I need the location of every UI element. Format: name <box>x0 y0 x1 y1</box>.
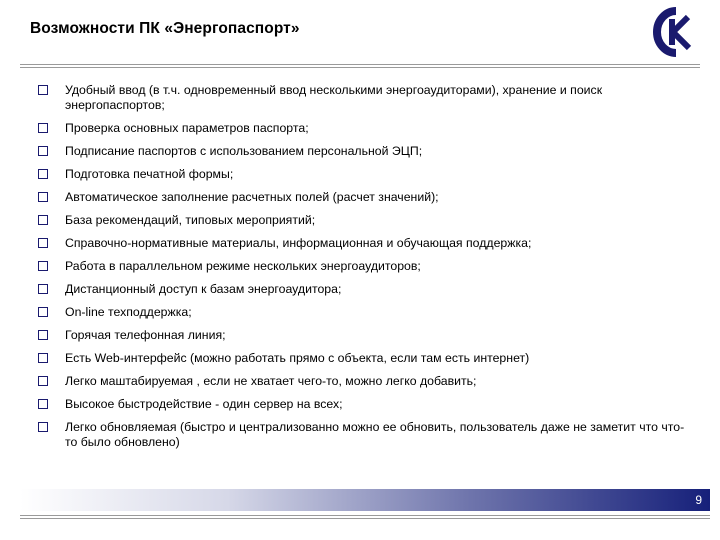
list-item <box>36 259 696 274</box>
checkbox-bullet-icon <box>38 85 48 95</box>
list-item-text: База рекомендаций, типовых мероприятий; <box>65 213 316 227</box>
footer-divider <box>20 515 710 519</box>
list-item-text: Подписание паспортов с использованием персональной ЭЦП; <box>65 144 423 158</box>
checkbox-bullet-icon <box>38 422 48 432</box>
checkbox-bullet-icon <box>38 376 48 386</box>
list-item <box>36 121 696 136</box>
list-item-text: Легко обновляемая (быстро и централизованно можно ее обновить, пользователь даже не заметит что что-то было обновлено) <box>65 420 685 449</box>
list-item <box>36 328 696 343</box>
company-logo-icon <box>652 6 700 58</box>
list-item <box>36 305 696 320</box>
list-item-text: Высокое быстродействие - один сервер на всех; <box>65 397 343 411</box>
page-number: 9 <box>695 493 702 507</box>
list-item <box>36 167 696 182</box>
checkbox-bullet-icon <box>38 192 48 202</box>
footer-bar <box>20 489 710 511</box>
checkbox-bullet-icon <box>38 261 48 271</box>
slide-title: Возможности ПК «Энергопаспорт» <box>30 20 300 37</box>
checkbox-bullet-icon <box>38 169 48 179</box>
checkbox-bullet-icon <box>38 307 48 317</box>
list-item <box>36 190 696 205</box>
checkbox-bullet-icon <box>38 399 48 409</box>
list-item <box>36 83 696 113</box>
checkbox-bullet-icon <box>38 215 48 225</box>
checkbox-bullet-icon <box>38 353 48 363</box>
checkbox-bullet-icon <box>38 330 48 340</box>
checkbox-bullet-icon <box>38 123 48 133</box>
list-item-text: Подготовка печатной формы; <box>65 167 234 181</box>
list-item-text: Горячая телефонная линия; <box>65 328 226 342</box>
feature-list <box>36 83 696 458</box>
list-item-text: Удобный ввод (в т.ч. одновременный ввод несколькими энергоаудиторами), хранение и поиск энергопаспортов; <box>65 83 603 112</box>
list-item <box>36 374 696 389</box>
list-item-text: Справочно-нормативные материалы, информационная и обучающая поддержка; <box>65 236 532 250</box>
list-item <box>36 420 696 450</box>
list-item-text: Автоматическое заполнение расчетных полей (расчет значений); <box>65 190 439 204</box>
list-item <box>36 144 696 159</box>
list-item-text: Дистанционный доступ к базам энергоаудитора; <box>65 282 342 296</box>
checkbox-bullet-icon <box>38 284 48 294</box>
list-item <box>36 397 696 412</box>
list-item <box>36 236 696 251</box>
list-item <box>36 282 696 297</box>
list-item-text: On-line техподдержка; <box>65 305 192 319</box>
checkbox-bullet-icon <box>38 238 48 248</box>
list-item <box>36 351 696 366</box>
list-item <box>36 213 696 228</box>
checkbox-bullet-icon <box>38 146 48 156</box>
list-item-text: Проверка основных параметров паспорта; <box>65 121 309 135</box>
list-item-text: Работа в параллельном режиме нескольких энергоаудиторов; <box>65 259 421 273</box>
list-item-text: Есть Web-интерфейс (можно работать прямо с объекта, если там есть интернет) <box>65 351 530 365</box>
list-item-text: Легко маштабируемая , если не хватает чего-то, можно легко добавить; <box>65 374 477 388</box>
header-divider <box>20 64 700 68</box>
